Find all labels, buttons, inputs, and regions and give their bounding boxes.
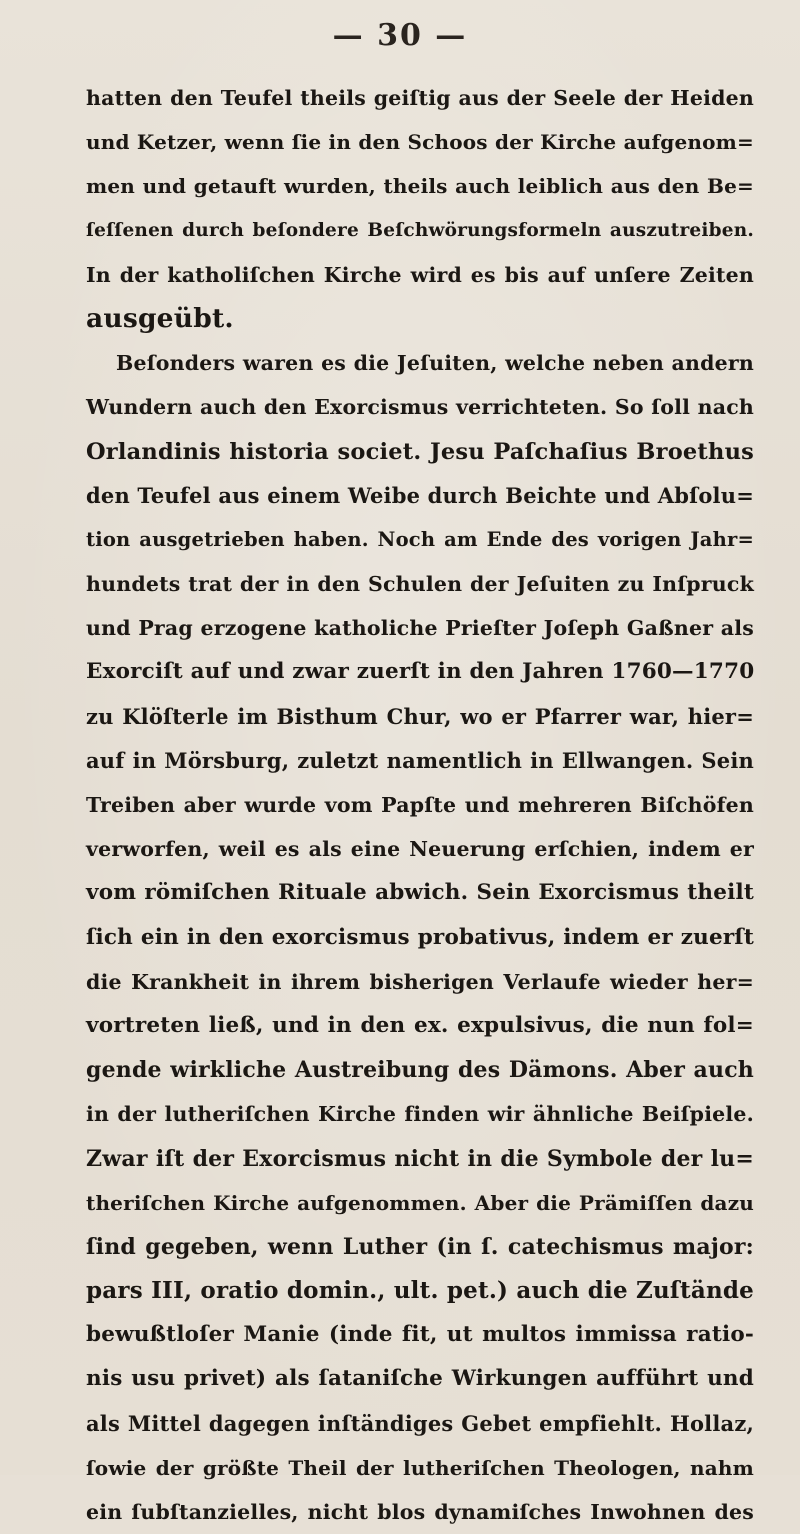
text-line: als Mittel dagegen inſtändiges Gebet empfiehlt. Hollaz, (86, 1410, 754, 1436)
text-line: vom römiſchen Rituale abwich. Sein Exorcismus theilt (86, 880, 754, 906)
text-line: und Prag erzogene katholiche Prieſter Joſeph Gaßner als (86, 616, 754, 641)
text-line: In der katholiſchen Kirche wird es bis auf unſere Zeiten (86, 262, 754, 287)
text-line: die Krankheit in ihrem bisherigen Verlaufe wieder her= (86, 969, 754, 994)
text-line: in der lutheriſchen Kirche finden wir ähnliche Beiſpiele. (86, 1102, 754, 1127)
text-line: nis usu privet) als ſataniſche Wirkungen aufführt und (86, 1366, 754, 1392)
text-line: verworfen, weil es als eine Neuerung erſchien, indem er (86, 837, 754, 862)
text-line: ſowie der größte Theil der lutheriſchen Theologen, nahm (86, 1455, 754, 1480)
text-line: hundets trat der in den Schulen der Jeſuiten zu Inſpruck (86, 572, 754, 597)
text-line: Zwar iſt der Exorcismus nicht in die Symbole der lu= (86, 1145, 754, 1172)
text-line: pars III, oratio domin., ult. pet.) auch die Zuſtände (86, 1277, 754, 1305)
text-line: vortreten ließ, und in den ex. expulsivus, die nun fol= (86, 1012, 754, 1038)
text-line: Orlandinis historia societ. Jesu Paſchaſius Broethus (86, 438, 754, 465)
text-line: zu Klöſterle im Bisthum Chur, wo er Pfarrer war, hier= (86, 703, 754, 729)
text-line: Treiben aber wurde vom Papſte und mehreren Biſchöfen (86, 793, 754, 817)
text-line: bewußtloſer Manie (inde fit, ut multos immissa ratio- (86, 1322, 754, 1348)
text-line: hatten den Teufel theils geiſtig aus der Seele der Heiden (86, 86, 754, 110)
page-number-header: — 30 — (332, 18, 468, 53)
text-line: ſeſſenen durch beſondere Beſchwörungsformeln auszutreiben. (86, 219, 754, 241)
text-line: ein ſubſtanzielles, nicht blos dynamiſches Inwohnen des (86, 1500, 754, 1524)
text-line: tion ausgetrieben haben. Noch am Ende des vorigen Jahr= (86, 527, 754, 551)
text-line: den Teufel aus einem Weibe durch Beichte und Abſolu= (86, 482, 754, 508)
text-line: ſind gegeben, wenn Luther (in ſ. catechismus major: (86, 1233, 754, 1260)
text-line: und Ketzer, wenn ſie in den Schoos der Kirche aufgenom= (86, 130, 754, 155)
text-line: Exorciſt auf und zwar zuerſt in den Jahren 1760—1770 (86, 659, 755, 685)
text-line: men und getauft wurden, theils auch leiblich aus den Be= (86, 174, 754, 199)
text-line: Wundern auch den Exorcismus verrichteten. So ſoll nach (86, 395, 754, 420)
text-line: ſich ein in den exorcismus probativus, indem er zuerſt (86, 924, 754, 950)
text-line: gende wirkliche Austreibung des Dämons. Aber auch (86, 1057, 754, 1084)
text-line: ausgeübt. (86, 302, 234, 334)
body-text (86, 76, 754, 1534)
text-line: auf in Mörsburg, zuletzt namentlich in Ellwangen. Sein (86, 747, 754, 773)
text-line: theriſchen Kirche aufgenommen. Aber die Prämiſſen dazu (86, 1190, 754, 1215)
paragraph-start-line: Beſonders waren es die Jeſuiten, welche neben andern (116, 351, 754, 376)
